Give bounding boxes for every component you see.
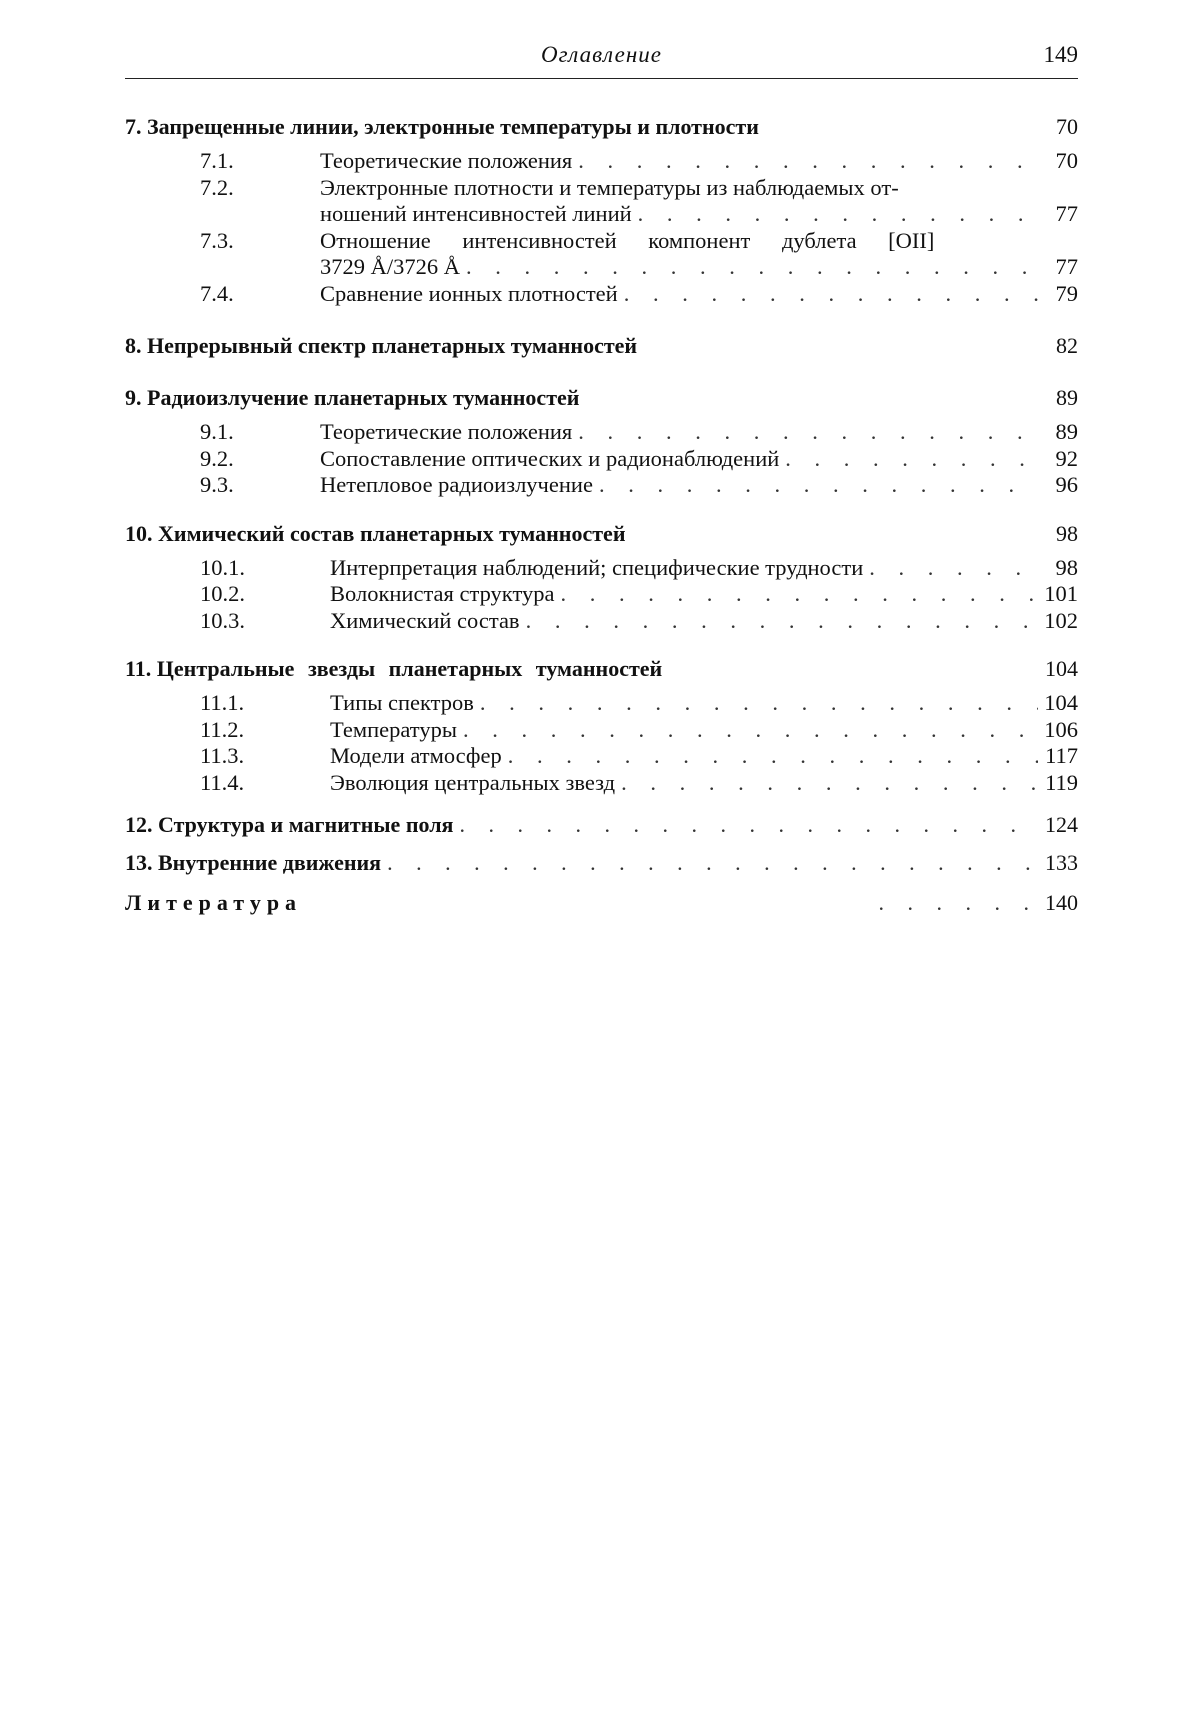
section-title: Нетепловое радиоизлучение [320,472,593,497]
toc-chapter-11[interactable] [125,652,1078,686]
section-title: Эволюция центральных звезд [330,769,616,795]
literature-title: Литература [125,890,303,915]
section-number: 9.1. [200,419,234,444]
page-ref: 140 [1045,890,1078,915]
section-number: 10.1. [200,554,245,580]
page-ref: 70 [1055,148,1078,173]
dot-leader [572,419,1038,446]
section-title-line1: Отношение интенсивностей компонент дублета [OII] [320,227,935,253]
toc-section-7-2-cont[interactable] [125,201,1078,228]
page-ref: 104 [1045,656,1078,681]
page-ref: 102 [1044,607,1078,633]
section-title: Сравнение ионных плотностей [320,280,618,306]
section-number: 7.2. [200,174,234,200]
section-title: Интерпретация наблюдений; специфические трудности [330,554,864,580]
chapter-number: 11. [125,656,152,681]
section-number: 7.4. [200,280,234,306]
chapter-number: 10. [125,520,153,546]
chapter-title: Центральные звезды планетарных туманностей [156,656,663,681]
page-ref: 101 [1044,581,1078,606]
page-ref: 124 [1045,812,1078,837]
chapter-number: 8. [125,333,142,358]
chapter-title: Непрерывный спектр планетарных туманностей [147,333,638,358]
toc-section-7-1[interactable] [125,148,1078,175]
section-title: Волокнистая структура [330,581,555,606]
section-number: 11.4. [200,769,245,795]
header-rule [125,78,1078,79]
dot-leader [457,717,1038,744]
toc-chapter-13[interactable] [125,846,1078,880]
section-number: 7.3. [200,227,234,253]
toc-section-11-4[interactable] [125,770,1078,797]
section-title: Сопоставление оптических и радионаблюдений [320,445,780,471]
dot-leader [460,254,1038,281]
section-title: Химический состав [330,607,520,633]
dot-leader [593,472,1038,499]
page-ref: 77 [1055,254,1078,279]
chapter-title: Радиоизлучение планетарных туманностей [147,385,580,410]
toc-chapter-8[interactable] [125,329,1078,363]
section-number: 9.2. [200,445,234,471]
dot-leader [453,808,1038,842]
section-title: Теоретические положения [320,419,573,444]
section-title: Модели атмосфер [330,743,502,768]
section-number: 11.3. [200,743,245,768]
section-number: 11.2. [200,716,245,742]
section-number: 7.1. [200,148,234,173]
page-ref: 70 [1056,114,1078,139]
section-title-line2: 3729 Å/3726 Å [320,254,460,279]
page-ref: 77 [1055,201,1078,226]
toc-section-9-1[interactable] [125,419,1078,446]
dot-leader [779,446,1038,473]
toc-section-11-3[interactable] [125,743,1078,770]
chapter-number: 12. [125,812,153,837]
toc-section-7-4[interactable] [125,281,1078,308]
toc-section-9-3[interactable] [125,472,1078,499]
chapter-title: Запрещенные линии, электронные температуры и плотности [147,114,759,139]
dot-leader [618,281,1038,308]
section-number: 10.3. [200,607,245,633]
chapter-number: 13. [125,850,153,875]
toc-section-10-2[interactable] [125,581,1078,608]
dot-leader [502,743,1038,770]
dot-leader [381,846,1038,880]
page-ref: 96 [1055,472,1078,497]
section-number: 10.2. [200,581,245,606]
section-title-line1: Электронные плотности и температуры из наблюдаемых от- [320,174,899,200]
chapter-title: Внутренние движения [158,850,382,875]
toc-chapter-10[interactable] [125,517,1078,551]
page-ref: 82 [1056,333,1078,358]
page-ref: 98 [1055,554,1078,580]
toc-section-7-3[interactable] [125,228,1078,255]
section-title: Температуры [330,716,457,742]
page-ref: 119 [1045,769,1078,795]
page-ref: 106 [1044,716,1078,742]
page-ref: 92 [1055,445,1078,471]
dot-leader: . . . . . . [878,890,1038,915]
page-ref: 89 [1055,419,1078,444]
toc-literature[interactable] [125,886,1078,920]
page-ref: 98 [1056,520,1078,546]
section-title: Типы спектров [330,690,474,715]
chapter-title: Химический состав планетарных туманностей [158,520,626,546]
toc-chapter-9[interactable] [125,381,1078,415]
section-title-line2: ношений интенсивностей линий [320,201,632,226]
chapter-number: 9. [125,385,142,410]
page-ref: 104 [1044,690,1078,715]
page-header [125,38,1078,82]
section-number: 11.1. [200,690,245,715]
dot-leader [863,555,1038,582]
running-title: Оглавление [540,42,662,67]
page-ref: 133 [1045,850,1078,875]
dot-leader [474,690,1038,717]
chapter-number: 7. [125,114,142,139]
table-of-contents [125,110,1078,920]
toc-section-7-3-cont[interactable] [125,254,1078,281]
toc-chapter-12[interactable] [125,808,1078,842]
toc-section-11-2[interactable] [125,717,1078,744]
page-ref: 117 [1045,743,1078,768]
toc-section-7-2[interactable] [125,175,1078,202]
toc-section-10-1[interactable] [125,555,1078,582]
page-ref: 89 [1056,385,1078,410]
dot-leader [572,148,1038,175]
toc-chapter-7[interactable] [125,110,1078,144]
section-number: 9.3. [200,472,234,497]
dot-leader [632,201,1038,228]
section-title: Теоретические положения [320,148,573,173]
dot-leader [520,608,1038,635]
toc-section-9-2[interactable] [125,446,1078,473]
page-number: 149 [1043,42,1078,67]
page-ref: 79 [1055,280,1078,306]
chapter-title: Структура и магнитные поля [158,812,454,837]
toc-section-11-1[interactable] [125,690,1078,717]
toc-section-10-3[interactable] [125,608,1078,635]
dot-leader [615,770,1038,797]
dot-leader [554,581,1038,608]
